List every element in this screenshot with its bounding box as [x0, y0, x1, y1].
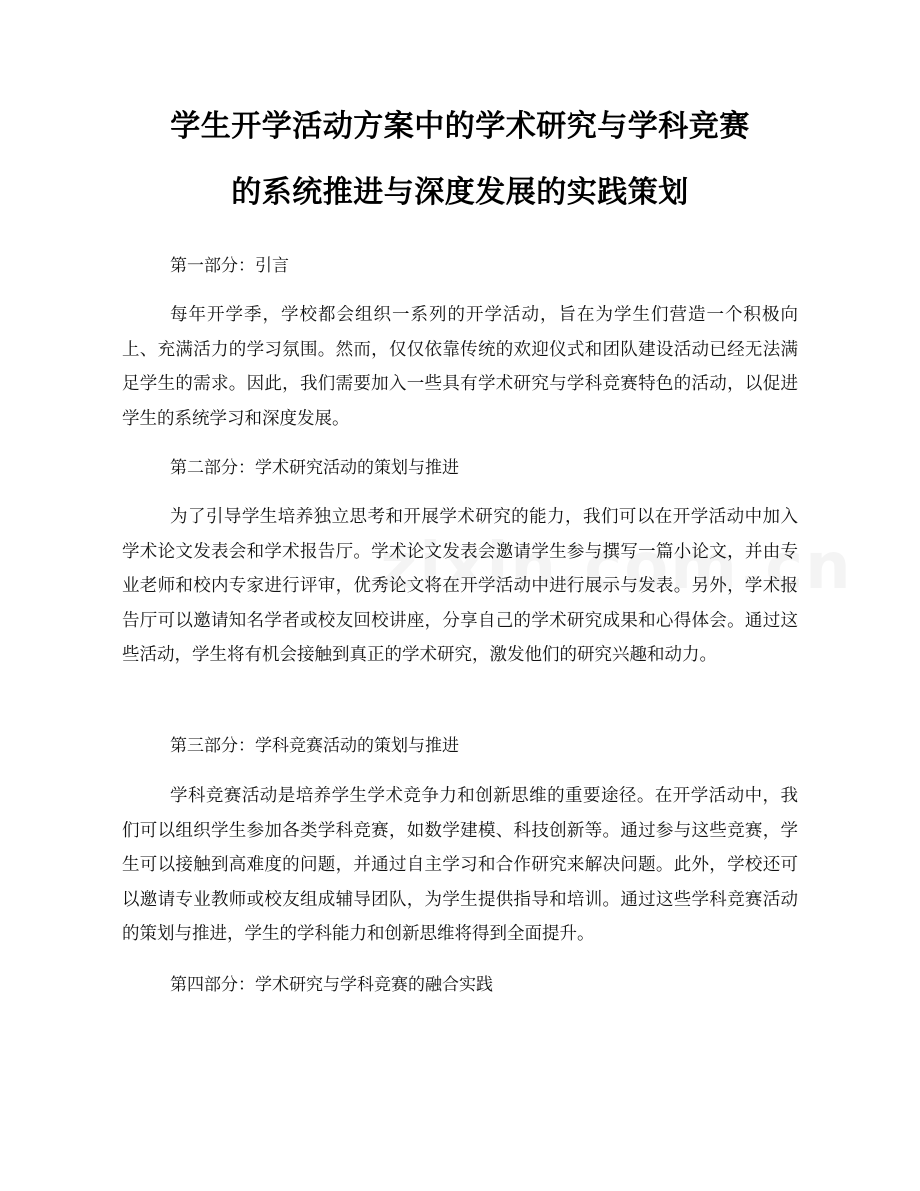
- document-title-line-1: 学生开学活动方案中的学术研究与学科竞赛: [170, 109, 750, 144]
- section-paragraph-research: 为了引导学生培养独立思考和开展学术研究的能力，我们可以在开学活动中加入学术论文发表会和学术报告厅。学术论文发表会邀请学生参与撰写一篇小论文，并由专业老师和校内专家进行评审，优秀论文将在开学活动中进行展示与发表。另外，学术报告厅可以邀请知名学者或校友回校讲座，分享自己的学术研究成果和心得体会。通过这些活动，学生将有机会接触到真正的学术研究，激发他们的研究兴趣和动力。: [122, 507, 798, 665]
- section-heading-integration: 第四部分：学术研究与学科竞赛的融合实践: [170, 975, 493, 995]
- section-heading-research: 第二部分：学术研究活动的策划与推进: [170, 458, 459, 478]
- section-heading-competition: 第三部分：学科竞赛活动的策划与推进: [170, 736, 459, 756]
- section-paragraph-competition: 学科竞赛活动是培养学生学术竞争力和创新思维的重要途径。在开学活动中，我们可以组织学生参加各类学科竞赛，如数学建模、科技创新等。通过参与这些竞赛，学生可以接触到高难度的问题，并通过自主学习和合作研究来解决问题。此外，学校还可以邀请专业教师或校友组成辅导团队，为学生提供指导和培训。通过这些学科竞赛活动的策划与推进，学生的学科能力和创新思维将得到全面提升。: [122, 786, 798, 944]
- section-paragraph-intro: 每年开学季，学校都会组织一系列的开学活动，旨在为学生们营造一个积极向上、充满活力的学习氛围。然而，仅仅依靠传统的欢迎仪式和团队建设活动已经无法满足学生的需求。因此，我们需要加入一些具有学术研究与学科竞赛特色的活动，以促进学生的系统学习和深度发展。: [122, 305, 798, 429]
- document-title-line-2: 的系统推进与深度发展的实践策划: [231, 175, 689, 210]
- section-heading-intro: 第一部分：引言: [170, 256, 289, 276]
